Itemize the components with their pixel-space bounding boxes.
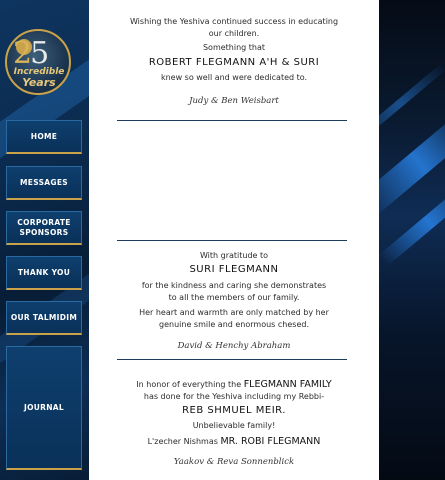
ad-text: to all the members of our family. [168,293,300,302]
ad-text: Something that [202,43,266,52]
nav-corporate-label: CORPORATE [17,217,71,227]
ad-divider [117,359,347,360]
ad-text: our children. [208,29,260,38]
memorial-name: MR. ROBI FLEGMANN [220,436,321,447]
nav-sponsors-label: SPONSORS [19,227,69,237]
nav-home-button[interactable] [6,120,82,154]
nav-messages-button[interactable] [6,166,82,200]
logo-number: 25 [13,36,48,71]
nav-thank-you-label: THANK YOU [17,267,71,277]
nav-journal-label: JOURNAL [24,402,64,412]
ad-text: Unbelievable family! [192,421,276,430]
right-decorative-panel [379,0,445,480]
ad-text-prefix: L'zecher Nishmas [147,437,221,446]
logo-tagline-line1: Incredible [13,67,65,77]
ad-text: Wishing the Yeshiva continued success in educating [129,17,339,26]
nav-messages-label: MESSAGES [20,177,68,187]
ad-text: Her heart and warmth are only matched by her [139,308,329,317]
honoree-name: FLEGMANN FAMILY [243,379,332,390]
ad-signature: Judy & Ben Weisbart [189,96,279,106]
honoree-name: SURI FLEGMANN [189,264,279,275]
ad-text: With gratitude to [199,251,269,260]
honoree-name: REB SHMUEL MEIR. [182,405,286,416]
ad-text: has done for the Yeshiva including my Rebbi- [143,392,325,401]
nav-corporate-sponsors-button[interactable] [6,211,82,245]
nav-thank-you-button[interactable] [6,256,82,290]
ad-text: knew so well and were dedicated to. [160,73,308,82]
honoree-name: ROBERT FLEGMANN A'H & SURI [148,57,320,68]
logo-tagline [10,68,68,88]
ad-divider [117,240,347,241]
ad-signature: David & Henchy Abraham [177,341,291,351]
nav-our-talmidim-button[interactable] [6,301,82,335]
nav-our-talmidim-label: OUR TALMIDIM [10,312,78,322]
ad-text: genuine smile and enormous chesed. [159,320,309,329]
ad-divider [117,120,347,121]
nav-home-label: HOME [30,131,58,141]
ad-signature: Yaakov & Reva Sonnenblick [173,457,295,467]
ad-text: for the kindness and caring she demonstrates [141,281,327,290]
light-streak [379,108,445,218]
ad-text [89,379,379,390]
journal-page [89,0,379,480]
nav-journal-button[interactable] [6,346,82,470]
ad-text-prefix: In honor of everything the [136,380,244,389]
anniversary-logo[interactable] [5,29,71,95]
logo-tagline-line2: Years [22,76,56,89]
ad-text [89,436,379,447]
